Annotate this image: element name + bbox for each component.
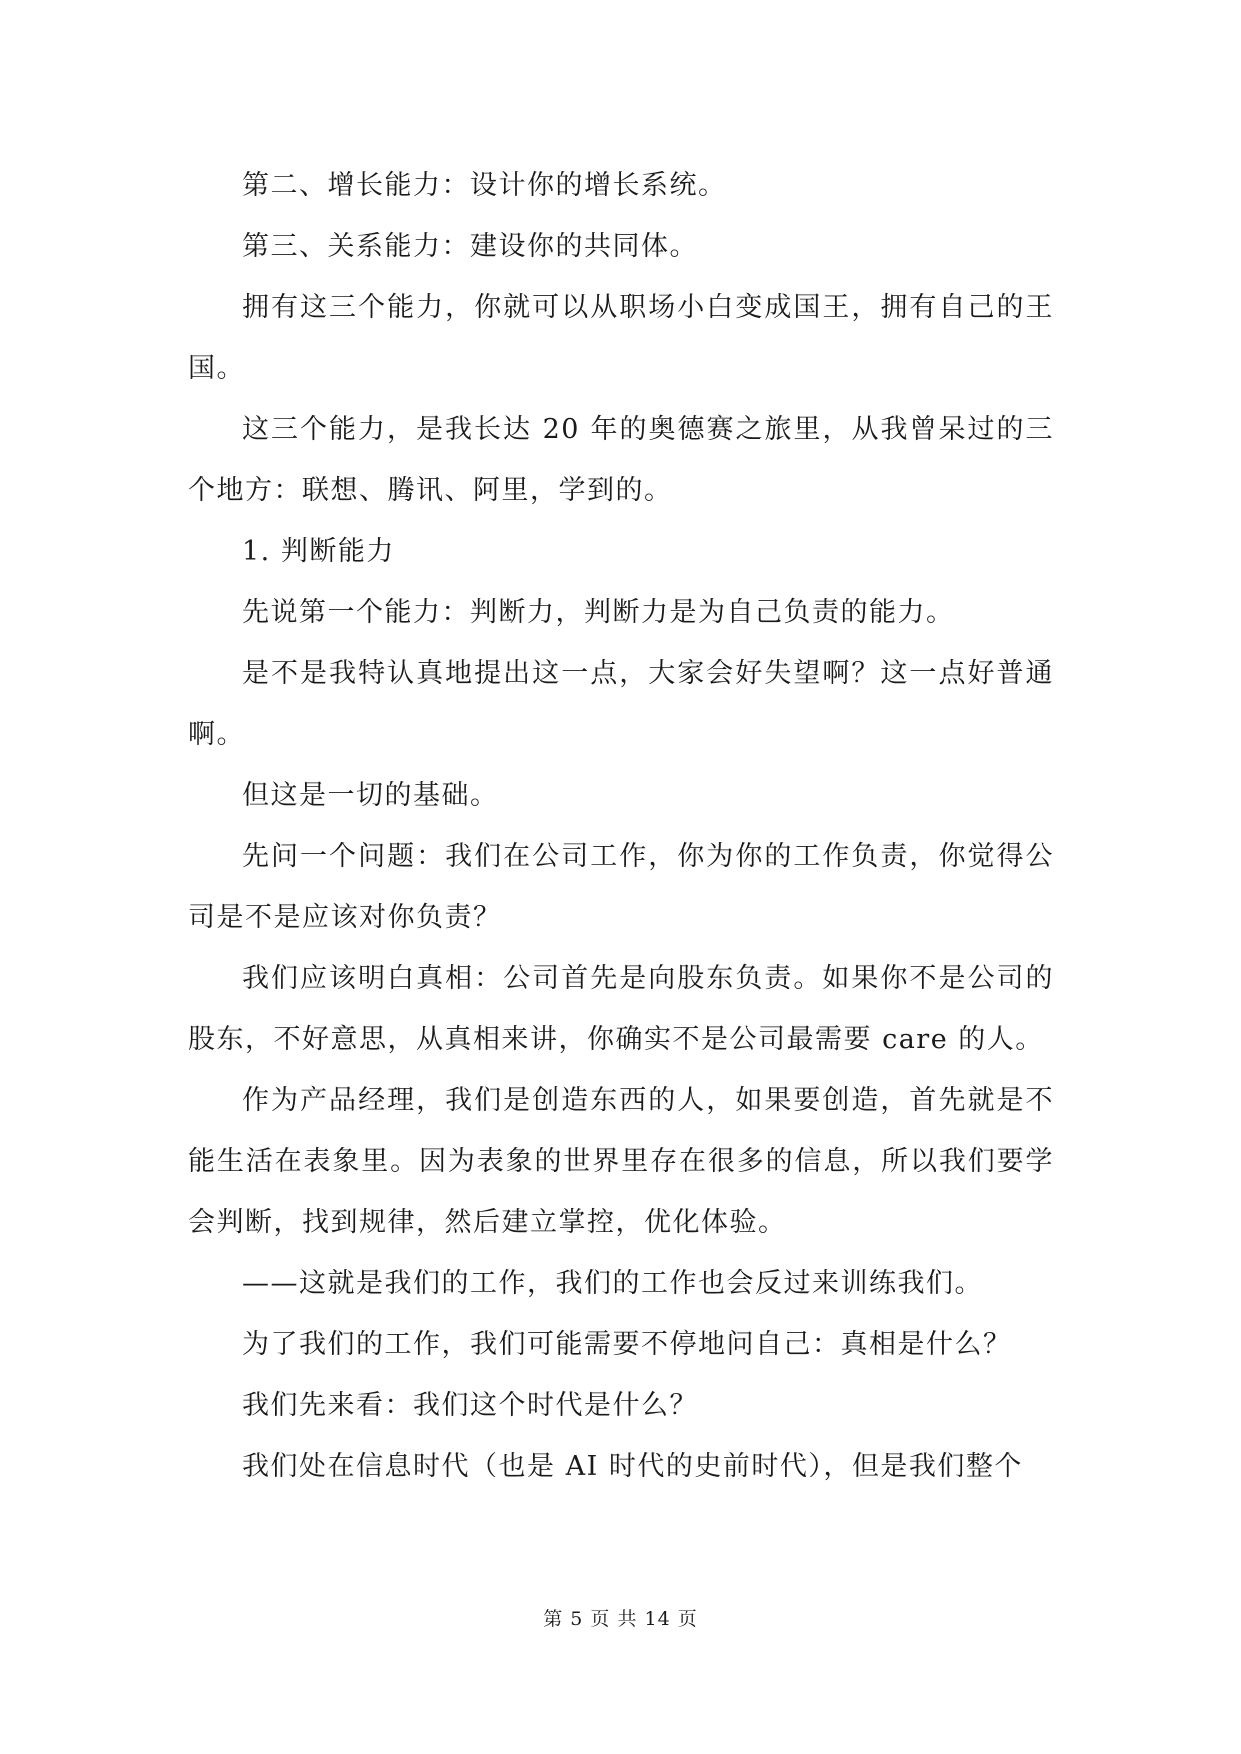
paragraph: 先说第一个能力：判断力，判断力是为自己负责的能力。 (242, 597, 955, 628)
paragraph: 拥有这三个能力，你就可以从职场小白变成国王，拥有自己的王国。 (188, 292, 1054, 384)
paragraph: 但这是一切的基础。 (242, 780, 499, 811)
paragraph: 先问一个问题：我们在公司工作，你为你的工作负责，你觉得公司是不是应该对你负责？ (188, 841, 1054, 933)
paragraph: 我们处在信息时代（也是 AI 时代的史前时代），但是我们整个 (242, 1451, 1023, 1482)
paragraph: 是不是我特认真地提出这一点，大家会好失望啊？这一点好普通啊。 (188, 658, 1054, 750)
paragraph: ——这就是我们的工作，我们的工作也会反过来训练我们。 (242, 1268, 983, 1299)
page-number-footer: 第 5 页 共 14 页 (543, 1608, 698, 1630)
paragraph: 这三个能力，是我长达 20 年的奥德赛之旅里，从我曾呆过的三个地方：联想、腾讯、阿里，学到的。 (188, 414, 1054, 506)
paragraph: 我们先来看：我们这个时代是什么？ (242, 1390, 698, 1421)
paragraph: 第三、关系能力：建设你的共同体。 (242, 231, 698, 262)
paragraph: 第二、增长能力：设计你的增长系统。 (242, 170, 727, 201)
paragraph: 作为产品经理，我们是创造东西的人，如果要创造，首先就是不能生活在表象里。因为表象的世界里存在很多的信息，所以我们要学会判断，找到规律，然后建立掌控，优化体验。 (188, 1085, 1054, 1238)
paragraph: 为了我们的工作，我们可能需要不停地问自己：真相是什么？ (242, 1329, 1012, 1360)
paragraph: 我们应该明白真相：公司首先是向股东负责。如果你不是公司的股东，不好意思，从真相来讲，你确实不是公司最需要 care 的人。 (188, 963, 1054, 1055)
section-heading: 1. 判断能力 (242, 536, 395, 567)
document-body (188, 155, 1054, 1497)
